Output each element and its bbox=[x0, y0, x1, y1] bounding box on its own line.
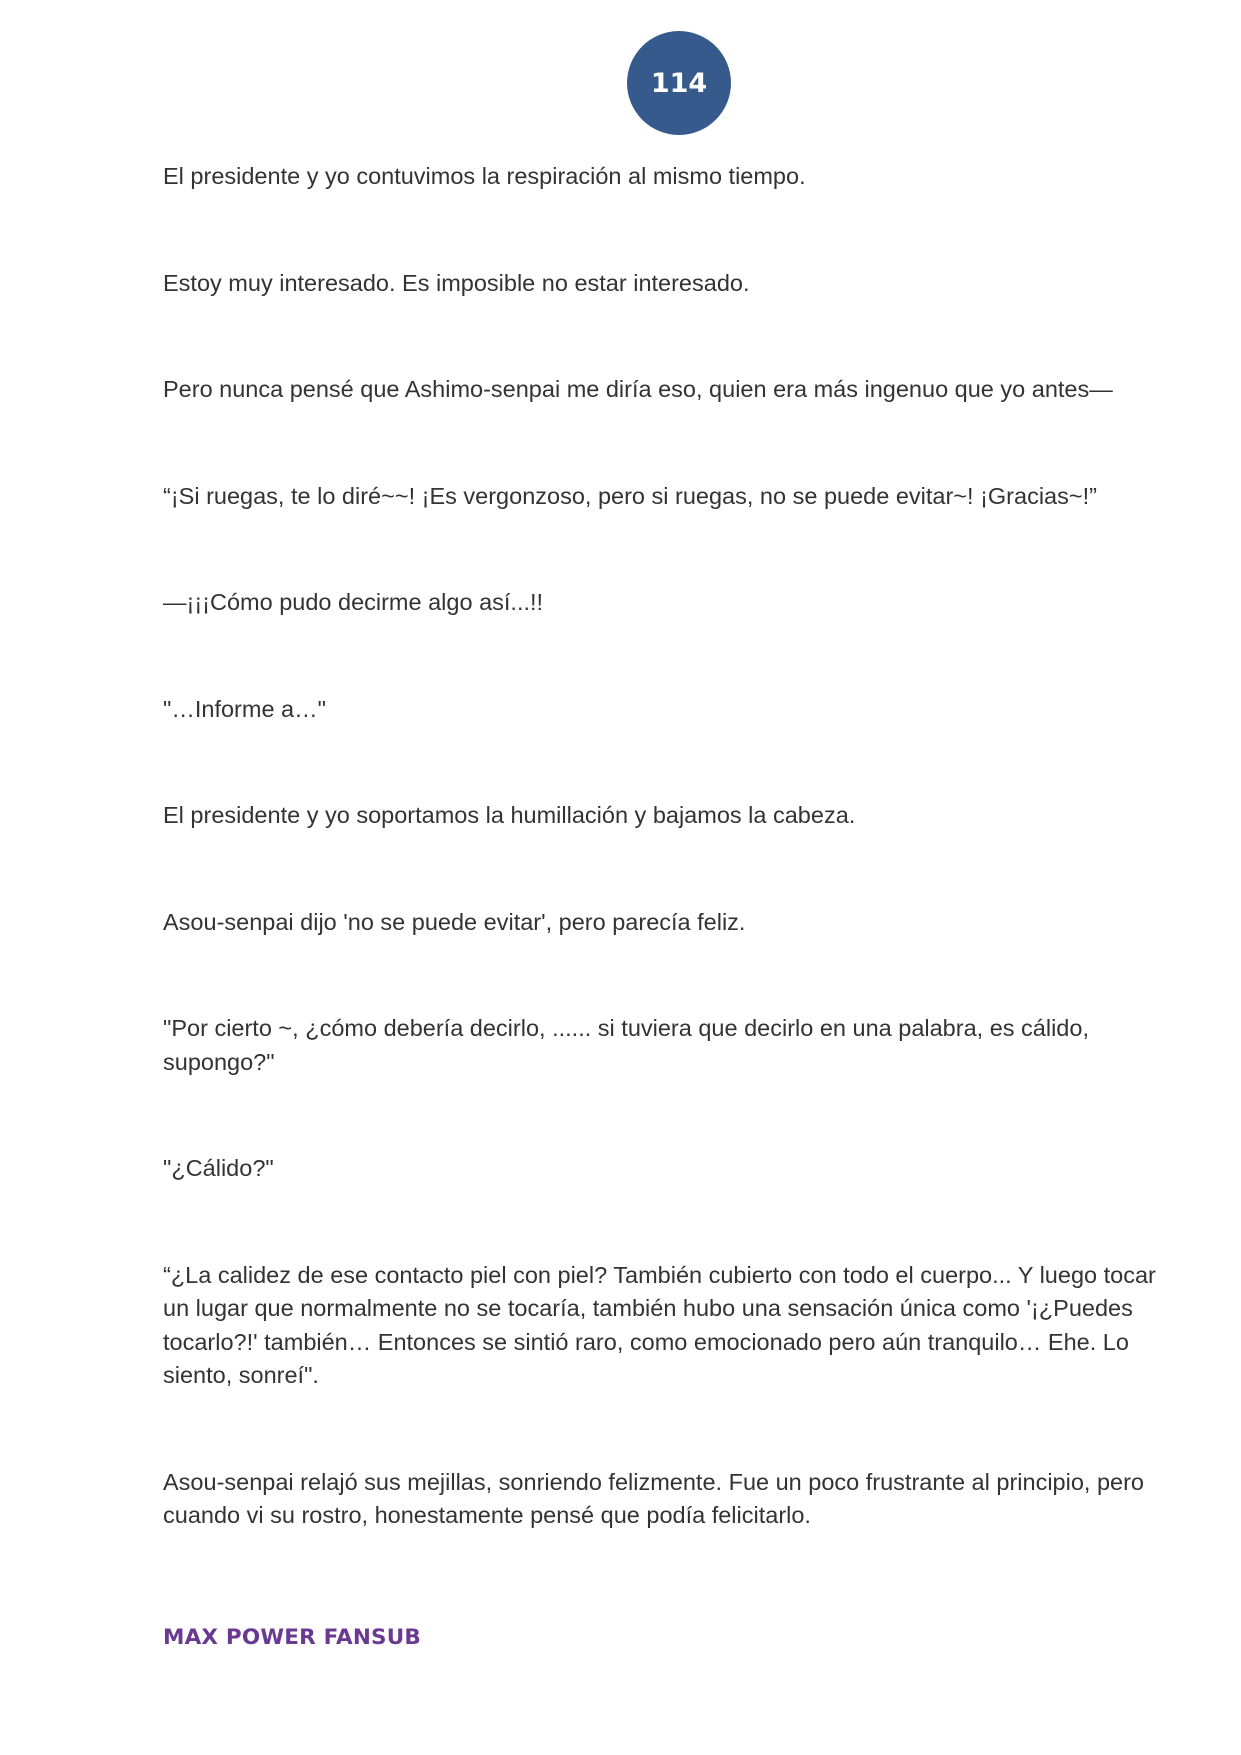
fansub-credit: MAX POWER FANSUB bbox=[163, 1625, 421, 1650]
paragraph: "¿Cálido?" bbox=[163, 1155, 274, 1181]
page-body bbox=[163, 160, 1183, 1533]
paragraph: “¡Si ruegas, te lo diré~~! ¡Es vergonzoso, pero si ruegas, no se puede evitar~! ¡Gracias~!” bbox=[163, 482, 1097, 509]
paragraph: Estoy muy interesado. Es imposible no estar interesado. bbox=[163, 269, 750, 296]
page-number: 114 bbox=[650, 67, 708, 99]
paragraph: "Por cierto ~, ¿cómo debería decirlo, ...... si tuviera que decirlo en una palabra, es cálido, supongo?" bbox=[163, 1015, 1089, 1075]
paragraph: Pero nunca pensé que Ashimo-senpai me diría eso, quien era más ingenuo que yo antes— bbox=[163, 376, 1113, 402]
page-number-badge bbox=[627, 31, 731, 135]
paragraph: Asou-senpai dijo 'no se puede evitar', pero parecía feliz. bbox=[163, 908, 746, 935]
paragraph: “¿La calidez de ese contacto piel con piel? También cubierto con todo el cuerpo... Y luego tocar un lugar que normalmente no se tocaría, también hubo una sensación única como '¡¿Puedes tocarlo?!' también… Entonces se sintió raro, como emocionado pero aún tranquilo… Ehe. Lo siento, sonreí". bbox=[163, 1261, 1156, 1388]
paragraph: El presidente y yo soportamos la humillación y bajamos la cabeza. bbox=[163, 802, 856, 828]
paragraph: "…Informe a…" bbox=[163, 695, 326, 722]
paragraph: Asou-senpai relajó sus mejillas, sonriendo felizmente. Fue un poco frustrante al principio, pero cuando vi su rostro, honestamente pensé que podía felicitarlo. bbox=[163, 1468, 1144, 1528]
paragraph: El presidente y yo contuvimos la respiración al mismo tiempo. bbox=[163, 163, 806, 189]
paragraph: —¡¡¡Cómo pudo decirme algo así...!! bbox=[163, 589, 544, 615]
